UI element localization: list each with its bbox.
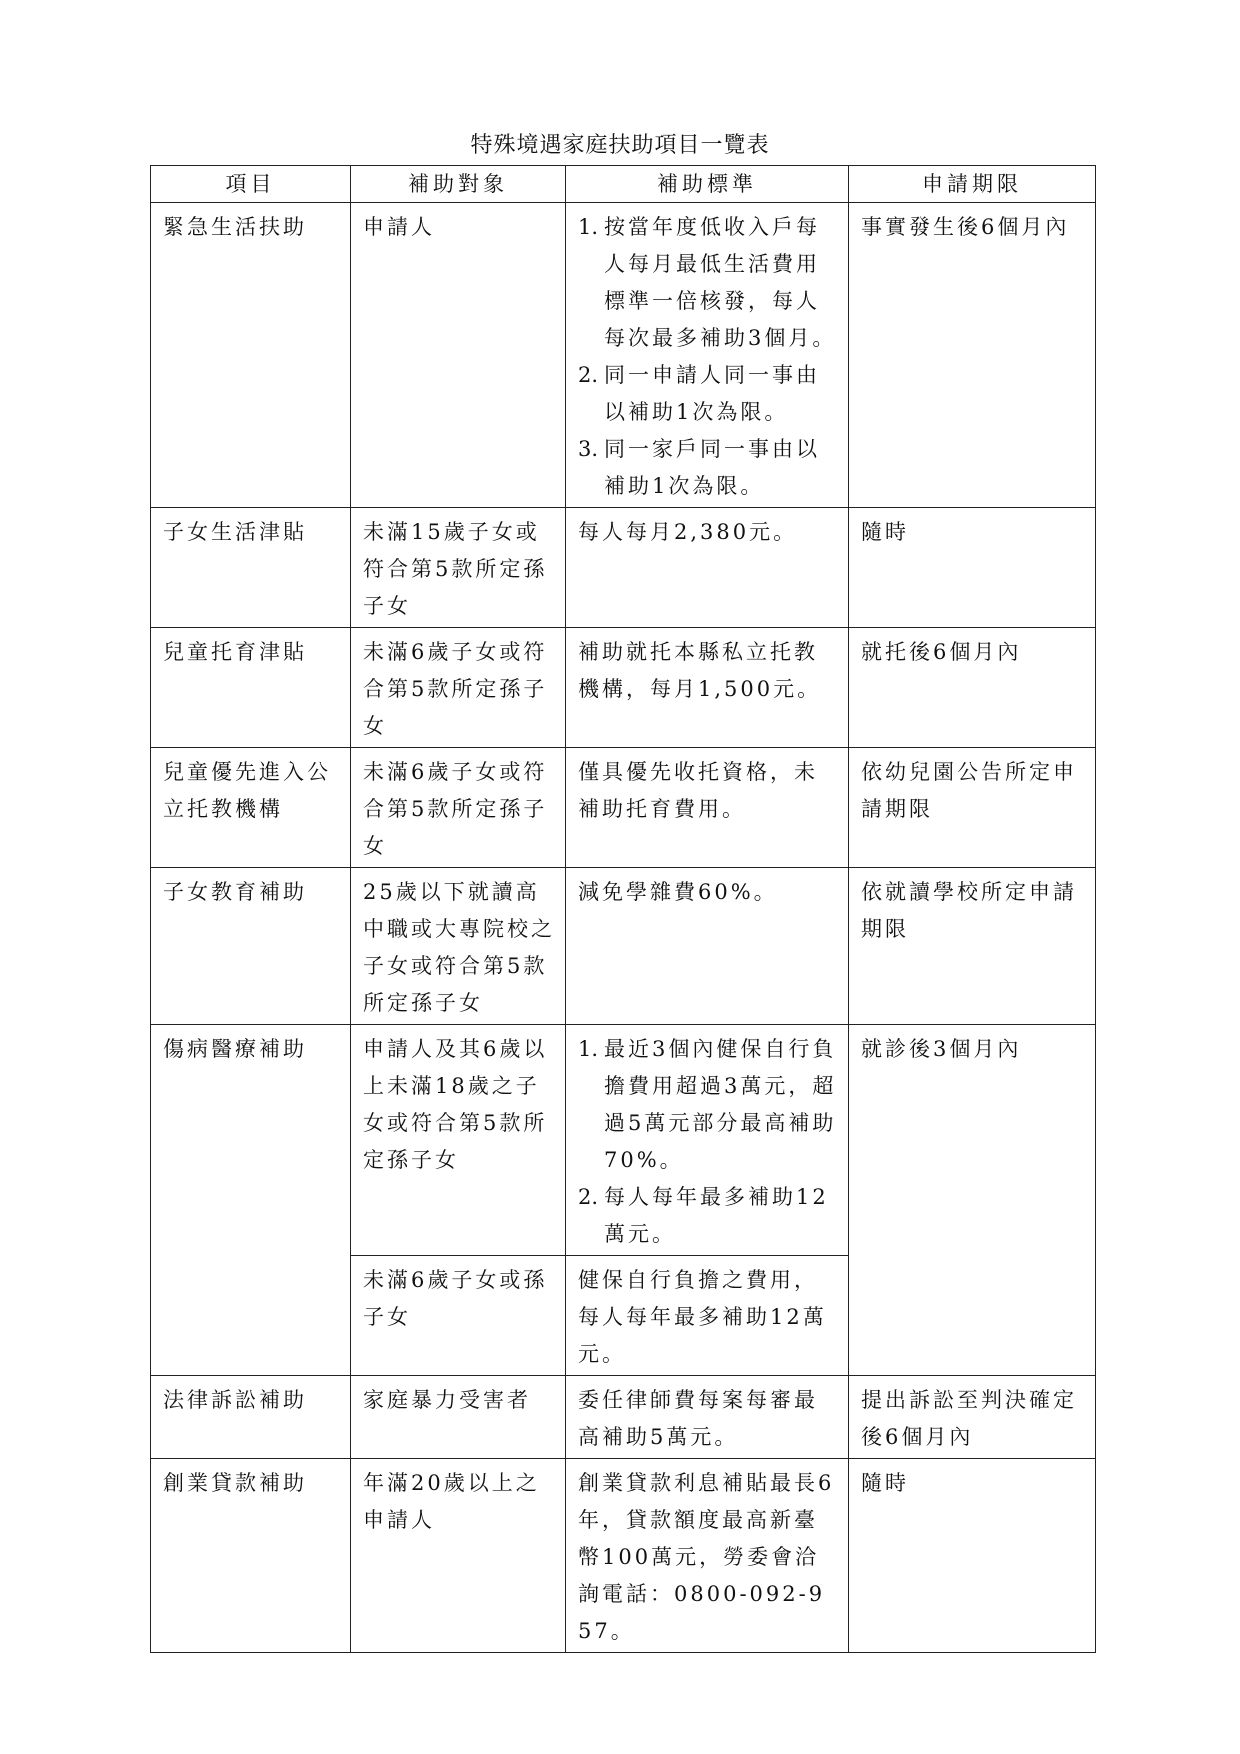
- item-cell: 兒童優先進入公立托教機構: [151, 748, 351, 868]
- deadline-cell: 就托後6個月內: [849, 628, 1096, 748]
- standard-cell: [566, 1025, 849, 1256]
- deadline-cell: 事實發生後6個月內: [849, 203, 1096, 508]
- target-cell: 未滿6歲子女或孫子女: [351, 1256, 566, 1376]
- target-cell: 家庭暴力受害者: [351, 1376, 566, 1459]
- page-title: 特殊境遇家庭扶助項目一覽表: [470, 133, 770, 158]
- table-row: [151, 203, 1096, 508]
- item-cell: 兒童托育津貼: [151, 628, 351, 748]
- table-row: [151, 1025, 1096, 1256]
- standard-cell: 委任律師費每案每審最高補助5萬元。: [566, 1376, 849, 1459]
- item-cell: 法律訴訟補助: [151, 1376, 351, 1459]
- list-number: 1.: [578, 215, 599, 239]
- target-cell: 未滿6歲子女或符合第5款所定孫子女: [351, 628, 566, 748]
- target-cell: 25歲以下就讀高中職或大專院校之子女或符合第5款所定孫子女: [351, 868, 566, 1025]
- table-row: [151, 508, 1096, 628]
- deadline-cell: 依就讀學校所定申請期限: [849, 868, 1096, 1025]
- header-standard: 補助標準: [566, 166, 849, 203]
- list-text: 同一家戶同一事由以補助1次為限。: [604, 437, 820, 498]
- table-row: [151, 868, 1096, 1025]
- header-deadline: 申請期限: [849, 166, 1096, 203]
- standard-cell: 創業貸款利息補貼最長6年，貸款額度最高新臺幣100萬元，勞委會洽詢電話：0800-092-957。: [566, 1459, 849, 1653]
- list-number: 3.: [578, 437, 599, 461]
- standard-list: [578, 209, 838, 505]
- deadline-cell: 隨時: [849, 508, 1096, 628]
- deadline-cell: 就診後3個月內: [849, 1025, 1096, 1376]
- list-text: 最近3個內健保自行負擔費用超過3萬元，超過5萬元部分最高補助70%。: [604, 1037, 837, 1172]
- deadline-cell: 隨時: [849, 1459, 1096, 1653]
- item-cell: 傷病醫療補助: [151, 1025, 351, 1376]
- list-number: 2.: [578, 1185, 599, 1209]
- target-cell: 申請人及其6歲以上未滿18歲之子女或符合第5款所定孫子女: [351, 1025, 566, 1256]
- standard-list: [578, 1031, 838, 1253]
- standard-cell: 健保自行負擔之費用，每人每年最多補助12萬元。: [566, 1256, 849, 1376]
- item-cell: 子女教育補助: [151, 868, 351, 1025]
- standard-list-item: [578, 209, 838, 357]
- target-cell: 申請人: [351, 203, 566, 508]
- header-target: 補助對象: [351, 166, 566, 203]
- table-row: [151, 748, 1096, 868]
- item-cell: 子女生活津貼: [151, 508, 351, 628]
- table-row: [151, 628, 1096, 748]
- standard-cell: 每人每月2,380元。: [566, 508, 849, 628]
- standard-list-item: [578, 357, 838, 431]
- list-text: 同一申請人同一事由以補助1次為限。: [604, 363, 820, 424]
- table-header-row: [151, 166, 1096, 203]
- list-number: 2.: [578, 363, 599, 387]
- table-row: [151, 1376, 1096, 1459]
- subsidy-table: [150, 165, 1096, 1653]
- standard-cell: 補助就托本縣私立托教機構，每月1,500元。: [566, 628, 849, 748]
- standard-list-item: [578, 1179, 838, 1253]
- item-cell: 緊急生活扶助: [151, 203, 351, 508]
- standard-cell: 僅具優先收托資格，未補助托育費用。: [566, 748, 849, 868]
- target-cell: 年滿20歲以上之申請人: [351, 1459, 566, 1653]
- standard-cell: 減免學雜費60%。: [566, 868, 849, 1025]
- deadline-cell: 提出訴訟至判決確定後6個月內: [849, 1376, 1096, 1459]
- header-item: 項目: [151, 166, 351, 203]
- standard-cell: [566, 203, 849, 508]
- deadline-cell: 依幼兒園公告所定申請期限: [849, 748, 1096, 868]
- list-number: 1.: [578, 1037, 599, 1061]
- standard-list-item: [578, 1031, 838, 1179]
- standard-list-item: [578, 431, 838, 505]
- target-cell: 未滿6歲子女或符合第5款所定孫子女: [351, 748, 566, 868]
- target-cell: 未滿15歲子女或符合第5款所定孫子女: [351, 508, 566, 628]
- item-cell: 創業貸款補助: [151, 1459, 351, 1653]
- list-text: 每人每年最多補助12萬元。: [604, 1185, 829, 1246]
- table-row: [151, 1459, 1096, 1653]
- list-text: 按當年度低收入戶每人每月最低生活費用標準一倍核發，每人每次最多補助3個月。: [604, 215, 837, 350]
